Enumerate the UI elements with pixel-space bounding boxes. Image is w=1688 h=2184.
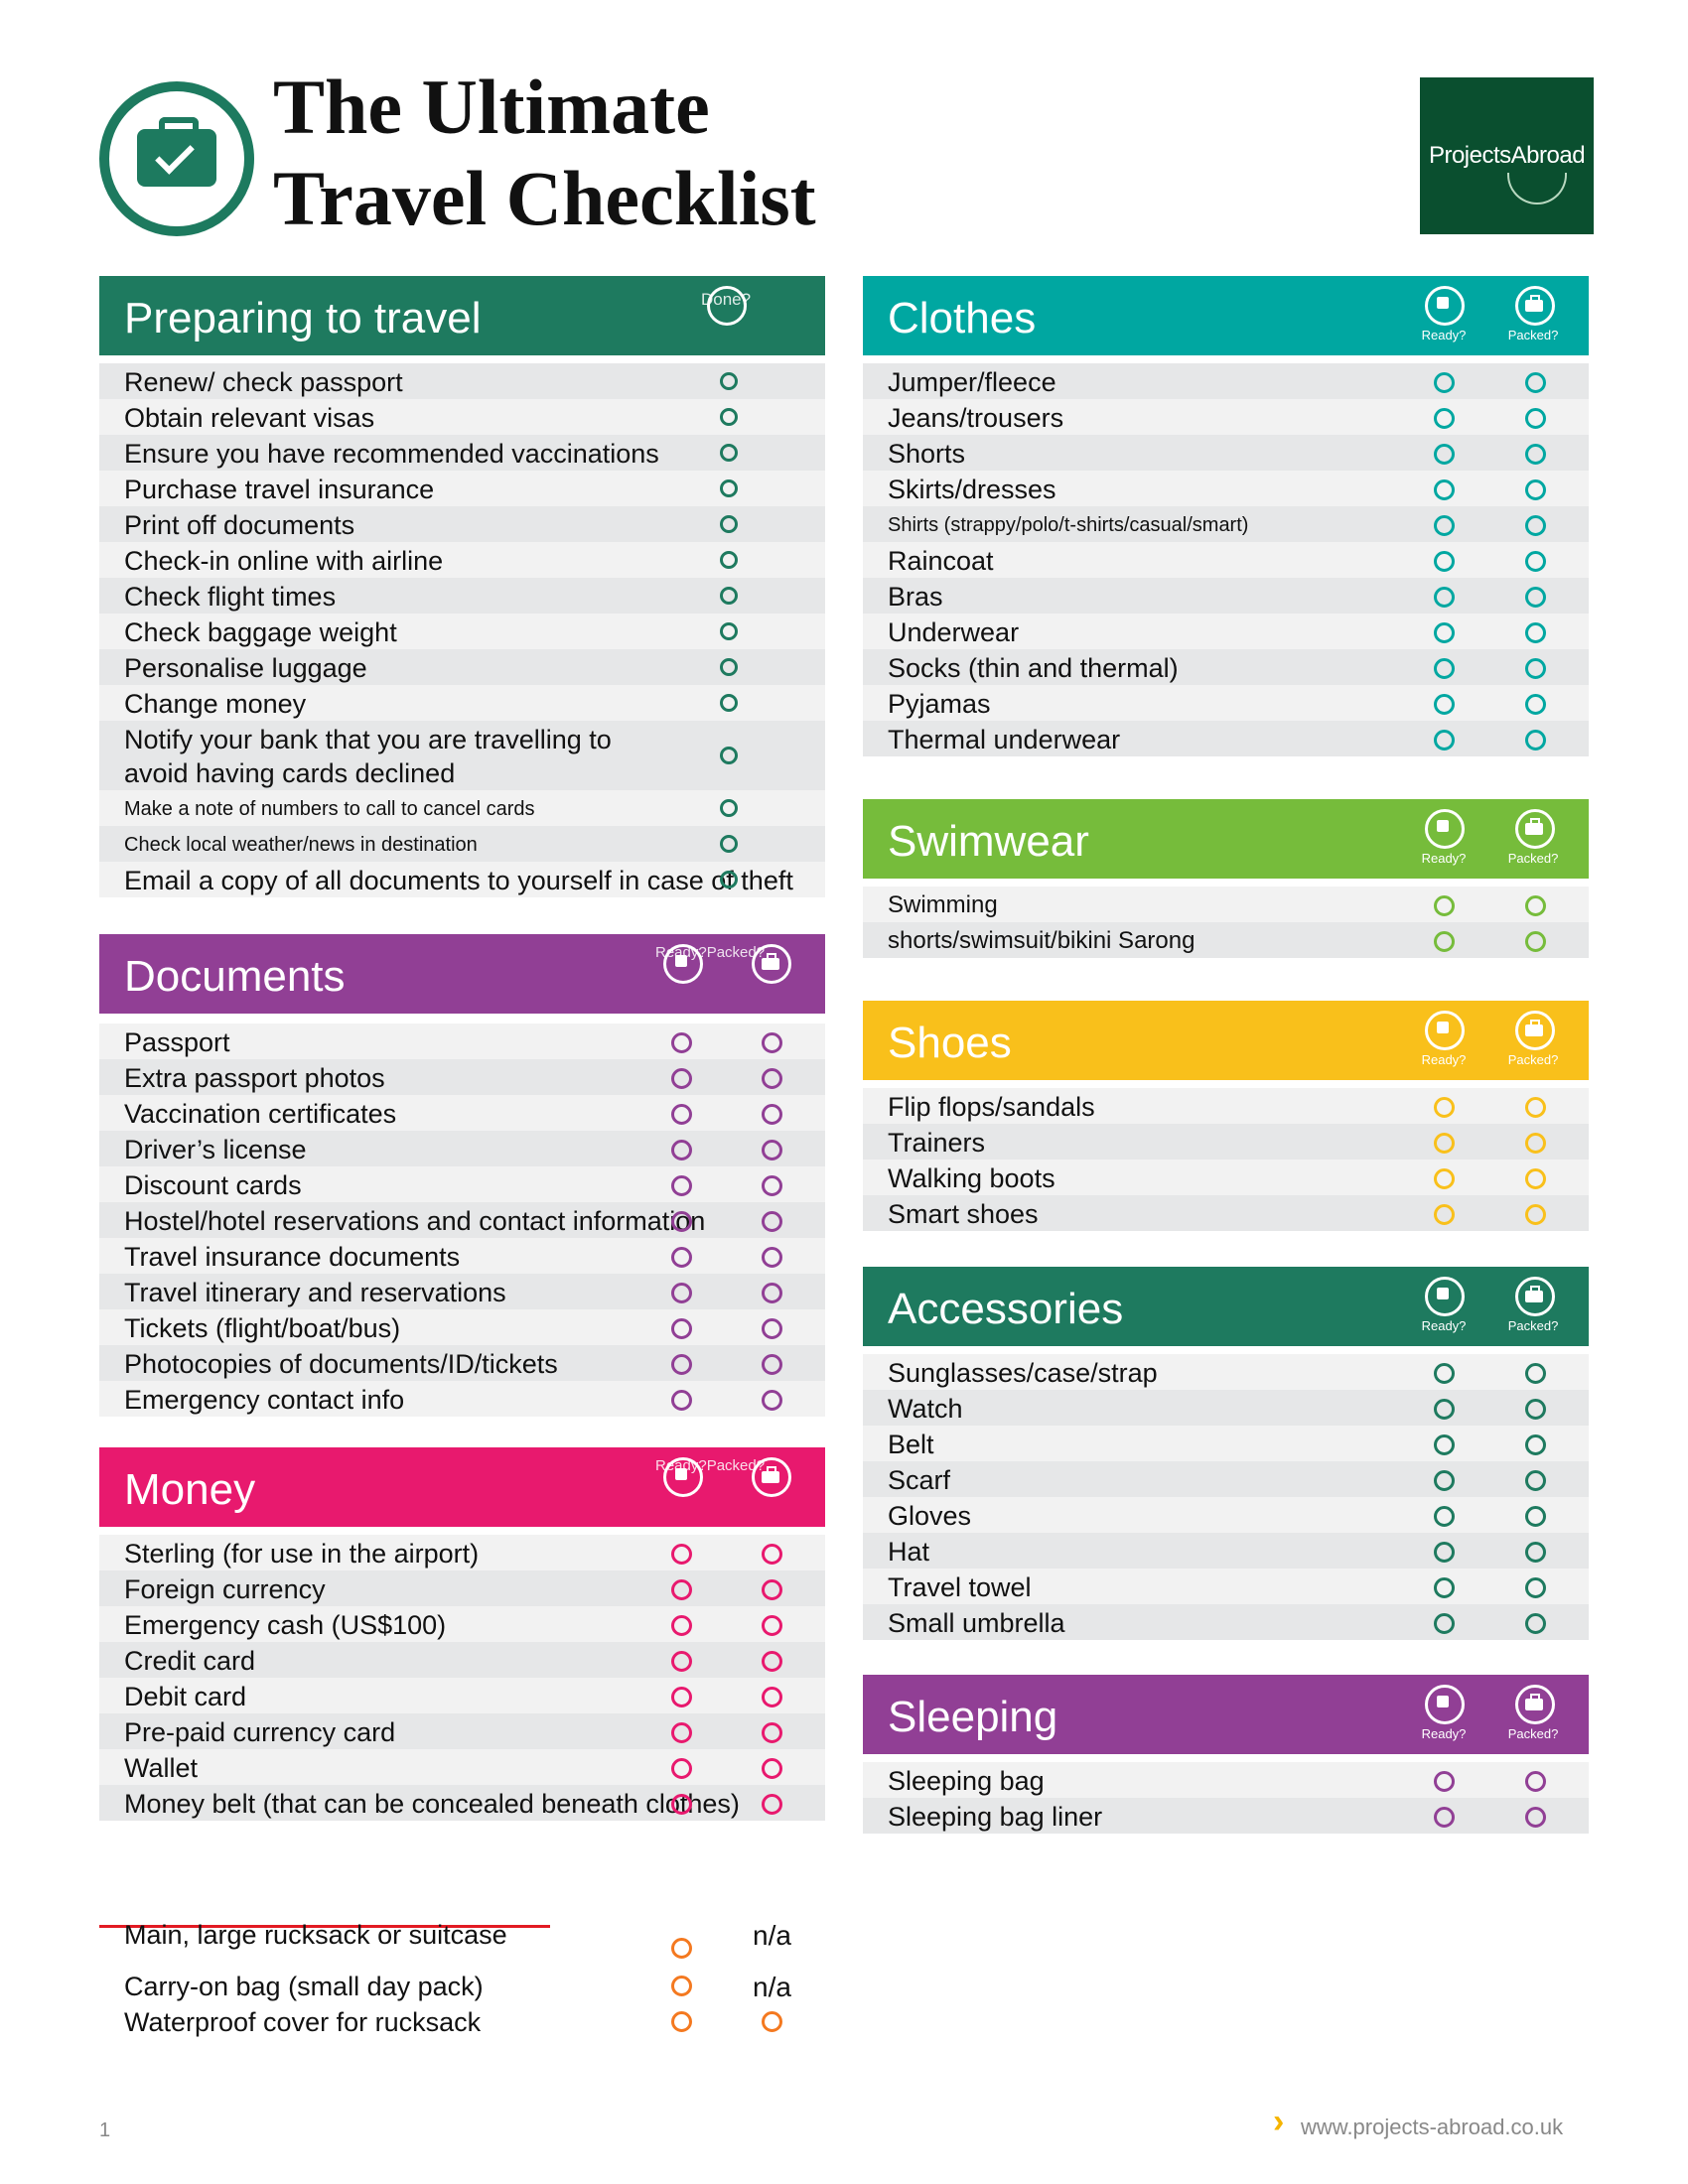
ready-checkbox[interactable] <box>1434 372 1455 393</box>
packed-checkbox[interactable] <box>762 1175 782 1196</box>
list-item: Raincoat <box>888 546 994 576</box>
list-item: Renew/ check passport <box>124 367 403 397</box>
ready-label: Ready? <box>1421 1318 1467 1333</box>
section-title: Clothes <box>888 294 1037 342</box>
list-item: Purchase travel insurance <box>124 475 435 504</box>
list-item: Check flight times <box>124 582 337 612</box>
suitcase-icon <box>1515 1685 1555 1724</box>
section-documents <box>99 934 825 1417</box>
ready-label: Ready? <box>1421 328 1467 342</box>
list-item: Belt <box>888 1430 934 1459</box>
list-item: Travel itinerary and reservations <box>124 1278 506 1307</box>
list-item: Credit card <box>124 1646 256 1676</box>
ready-checkbox[interactable] <box>1434 1771 1455 1792</box>
packed-checkbox[interactable] <box>1525 730 1546 751</box>
packed-checkbox[interactable] <box>1525 1506 1546 1527</box>
packed-checkbox[interactable] <box>1525 1434 1546 1455</box>
packed-checkbox[interactable] <box>1525 1613 1546 1634</box>
list-item: Shirts (strappy/polo/t-shirts/casual/smart) <box>888 514 1249 536</box>
ready-checkbox[interactable] <box>1434 1470 1455 1491</box>
list-item: Sunglasses/case/strap <box>888 1358 1158 1388</box>
chevron-right-icon: › <box>1273 2103 1285 2140</box>
done-checkbox[interactable] <box>720 835 738 853</box>
ready-checkbox[interactable] <box>671 1758 692 1779</box>
ready-checkbox[interactable] <box>1434 658 1455 679</box>
list-item: Print off documents <box>124 510 355 540</box>
list-item: Hat <box>888 1537 930 1567</box>
packed-checkbox[interactable] <box>1525 1133 1546 1154</box>
packed-checkbox[interactable] <box>1525 1771 1546 1792</box>
ready-checkbox[interactable] <box>1434 1506 1455 1527</box>
done-checkbox[interactable] <box>720 694 738 712</box>
done-checkbox[interactable] <box>720 551 738 569</box>
list-item: Extra passport photos <box>124 1063 385 1093</box>
packed-checkbox[interactable] <box>762 1318 782 1339</box>
suitcase-icon <box>1515 1277 1555 1316</box>
ready-checkbox[interactable] <box>1434 1133 1455 1154</box>
ready-checkbox[interactable] <box>1434 515 1455 536</box>
ready-checkbox[interactable] <box>671 1140 692 1160</box>
packed-checkbox[interactable] <box>762 1758 782 1779</box>
list-item: Change money <box>124 689 307 719</box>
suitcase-check-icon <box>99 81 254 236</box>
packed-checkbox[interactable] <box>1525 1204 1546 1225</box>
ready-checkbox[interactable] <box>1434 444 1455 465</box>
ready-label: Ready? <box>1421 1726 1467 1741</box>
list-item: Sterling (for use in the airport) <box>124 1539 480 1569</box>
packed-checkbox[interactable] <box>1525 1542 1546 1563</box>
ready-checkbox[interactable] <box>671 1794 692 1815</box>
done-checkbox[interactable] <box>720 871 738 888</box>
ready-checkbox[interactable] <box>1434 1577 1455 1598</box>
list-item: Smart shoes <box>888 1199 1039 1229</box>
ready-checkbox[interactable] <box>671 1390 692 1411</box>
list-item: Ensure you have recommended vaccinations <box>124 439 659 469</box>
list-item: Obtain relevant visas <box>124 403 375 433</box>
done-checkbox[interactable] <box>720 372 738 390</box>
packed-checkbox[interactable] <box>762 1687 782 1707</box>
packed-checkbox[interactable] <box>762 1354 782 1375</box>
website-link[interactable]: www.projects-abroad.co.uk <box>1301 2115 1564 2139</box>
section-clothes <box>863 276 1589 756</box>
packed-checkbox[interactable] <box>1525 694 1546 715</box>
list-item: Emergency contact info <box>124 1385 405 1415</box>
list-item: Walking boots <box>888 1163 1055 1193</box>
list-item: Debit card <box>124 1682 247 1711</box>
list-item: Personalise luggage <box>124 653 367 683</box>
ready-checkbox[interactable] <box>1434 1807 1455 1828</box>
thumbs-up-icon <box>1425 286 1465 326</box>
list-item: Sleeping bag <box>888 1766 1045 1796</box>
packed-checkbox[interactable] <box>1525 479 1546 500</box>
packed-checkbox[interactable] <box>762 1794 782 1815</box>
ready-checkbox[interactable] <box>1434 1204 1455 1225</box>
ready-checkbox[interactable] <box>671 1068 692 1089</box>
ready-checkbox[interactable] <box>671 2011 692 2032</box>
packed-label: Packed? <box>1507 1052 1559 1067</box>
packed-checkbox[interactable] <box>762 1615 782 1636</box>
done-checkbox[interactable] <box>720 479 738 497</box>
ready-checkbox[interactable] <box>671 1687 692 1707</box>
list-item: Main, large rucksack or suitcase <box>124 1920 507 1950</box>
list-item: Watch <box>888 1394 963 1424</box>
section-preparing-to-travel <box>99 276 825 897</box>
packed-checkbox[interactable] <box>762 1283 782 1303</box>
list-item: Travel insurance documents <box>124 1242 461 1272</box>
packed-checkbox[interactable] <box>762 1032 782 1053</box>
packed-checkbox[interactable] <box>762 1211 782 1232</box>
list-item: Check baggage weight <box>124 617 397 647</box>
list-item: Driver’s license <box>124 1135 307 1164</box>
ready-checkbox[interactable] <box>671 1283 692 1303</box>
list-item: Thermal underwear <box>888 725 1121 754</box>
done-label: Done? <box>701 290 752 309</box>
list-item: Passport <box>124 1027 230 1057</box>
ready-checkbox[interactable] <box>1434 694 1455 715</box>
list-item: Pre-paid currency card <box>124 1717 396 1747</box>
list-item: Emergency cash (US$100) <box>124 1610 447 1640</box>
packed-checkbox[interactable] <box>1525 1097 1546 1118</box>
list-item: Carry-on bag (small day pack) <box>124 1972 484 2001</box>
section-title: Sleeping <box>888 1693 1058 1741</box>
list-item: Bras <box>888 582 943 612</box>
thumbs-up-icon <box>1425 1685 1465 1724</box>
section-bags <box>99 1920 825 2039</box>
packed-checkbox[interactable] <box>762 1722 782 1743</box>
ready-checkbox[interactable] <box>1434 931 1455 952</box>
list-item: Sleeping bag liner <box>888 1802 1103 1832</box>
list-item: Gloves <box>888 1501 972 1531</box>
list-item: Trainers <box>888 1128 986 1158</box>
ready-checkbox[interactable] <box>1434 1168 1455 1189</box>
section-title: Accessories <box>888 1285 1124 1333</box>
packed-checkbox[interactable] <box>1525 1168 1546 1189</box>
ready-checkbox[interactable] <box>671 1032 692 1053</box>
suitcase-icon <box>1515 809 1555 849</box>
packed-checkbox[interactable] <box>1525 1363 1546 1384</box>
done-checkbox[interactable] <box>720 799 738 817</box>
thumbs-up-icon <box>1425 1277 1465 1316</box>
packed-label: Packed? <box>1507 1318 1559 1333</box>
list-item: avoid having cards declined <box>124 758 456 788</box>
list-item: Underwear <box>888 617 1020 647</box>
packed-checkbox[interactable] <box>1525 515 1546 536</box>
packed-checkbox[interactable] <box>762 2011 782 2032</box>
ready-checkbox[interactable] <box>671 1938 692 1959</box>
ready-checkbox[interactable] <box>1434 1434 1455 1455</box>
ready-checkbox[interactable] <box>1434 895 1455 916</box>
ready-checkbox[interactable] <box>1434 730 1455 751</box>
done-checkbox[interactable] <box>720 587 738 605</box>
list-item: Wallet <box>124 1753 199 1783</box>
packed-checkbox[interactable] <box>1525 587 1546 608</box>
packed-checkbox[interactable] <box>1525 1577 1546 1598</box>
list-item: Email a copy of all documents to yourself in case of theft <box>124 866 793 895</box>
section-accessories <box>863 1267 1589 1640</box>
done-checkbox[interactable] <box>720 444 738 462</box>
list-item: shorts/swimsuit/bikini Sarong <box>888 927 1196 954</box>
list-item: Socks (thin and thermal) <box>888 653 1179 683</box>
thumbs-up-icon <box>1425 809 1465 849</box>
ready-checkbox[interactable] <box>671 1104 692 1125</box>
list-item: Swimming <box>888 891 998 918</box>
ready-checkbox[interactable] <box>671 1615 692 1636</box>
ready-checkbox[interactable] <box>1434 479 1455 500</box>
section-title: Preparing to travel <box>124 294 482 342</box>
section-swimwear <box>863 799 1589 958</box>
ready-checkbox[interactable] <box>671 1579 692 1600</box>
packed-checkbox[interactable] <box>1525 551 1546 572</box>
list-item: Hostel/hotel reservations and contact information <box>124 1206 706 1236</box>
ready-checkbox[interactable] <box>1434 408 1455 429</box>
packed-checkbox[interactable] <box>1525 1399 1546 1420</box>
list-item: Small umbrella <box>888 1608 1065 1638</box>
packed-checkbox[interactable] <box>1525 622 1546 643</box>
list-item: Make a note of numbers to call to cancel cards <box>124 798 535 820</box>
packed-checkbox[interactable] <box>762 1247 782 1268</box>
packed-checkbox[interactable] <box>762 1579 782 1600</box>
ready-checkbox[interactable] <box>1434 551 1455 572</box>
ready-checkbox[interactable] <box>1434 1542 1455 1563</box>
section-money <box>99 1447 825 1821</box>
ready-checkbox[interactable] <box>671 1211 692 1232</box>
ready-checkbox[interactable] <box>671 1722 692 1743</box>
ready-checkbox[interactable] <box>671 1976 692 1996</box>
packed-label: Packed? <box>1507 851 1559 866</box>
ready-label: Ready? <box>1421 851 1467 866</box>
suitcase-icon <box>1515 1011 1555 1050</box>
suitcase-icon <box>1515 286 1555 326</box>
list-item: Discount cards <box>124 1170 302 1200</box>
list-item: Check-in online with airline <box>124 546 444 576</box>
ready-checkbox[interactable] <box>1434 587 1455 608</box>
ready-checkbox[interactable] <box>1434 1097 1455 1118</box>
list-item: Jeans/trousers <box>888 403 1064 433</box>
section-sleeping <box>863 1675 1589 1834</box>
page-title: The Ultimate Travel Checklist <box>273 64 816 241</box>
packed-checkbox[interactable] <box>1525 1470 1546 1491</box>
list-item: Waterproof cover for rucksack <box>124 2007 482 2037</box>
section-title: Documents <box>124 952 346 1001</box>
done-checkbox[interactable] <box>720 747 738 764</box>
section-title: Shoes <box>888 1019 1012 1067</box>
ready-checkbox[interactable] <box>1434 1613 1455 1634</box>
packed-checkbox[interactable] <box>762 1068 782 1089</box>
list-item: Check local weather/news in destination <box>124 834 478 856</box>
packed-checkbox[interactable] <box>1525 931 1546 952</box>
ready-checkbox[interactable] <box>1434 622 1455 643</box>
ready-packed-label: Ready?Packed? <box>655 944 766 961</box>
list-item: Notify your bank that you are travelling to <box>124 725 612 754</box>
packed-checkbox[interactable] <box>1525 372 1546 393</box>
packed-label: Packed? <box>1507 1726 1559 1741</box>
ready-label: Ready? <box>1421 1052 1467 1067</box>
list-item: Shorts <box>888 439 966 469</box>
ready-checkbox[interactable] <box>671 1318 692 1339</box>
list-item: Travel towel <box>888 1572 1032 1602</box>
ready-checkbox[interactable] <box>671 1544 692 1565</box>
packed-checkbox[interactable] <box>762 1390 782 1411</box>
packed-checkbox[interactable] <box>762 1651 782 1672</box>
packed-checkbox[interactable] <box>762 1544 782 1565</box>
packed-checkbox[interactable] <box>1525 408 1546 429</box>
packed-checkbox[interactable] <box>762 1104 782 1125</box>
list-item: Jumper/fleece <box>888 367 1056 397</box>
list-item: Photocopies of documents/ID/tickets <box>124 1349 558 1379</box>
list-item: Pyjamas <box>888 689 991 719</box>
packed-na: n/a <box>753 1972 791 2002</box>
done-checkbox[interactable] <box>720 408 738 426</box>
packed-checkbox[interactable] <box>1525 895 1546 916</box>
section-shoes <box>863 1001 1589 1231</box>
list-item: Vaccination certificates <box>124 1099 397 1129</box>
ready-checkbox[interactable] <box>1434 1363 1455 1384</box>
ready-checkbox[interactable] <box>671 1354 692 1375</box>
packed-checkbox[interactable] <box>1525 444 1546 465</box>
list-item: Skirts/dresses <box>888 475 1056 504</box>
list-item: Scarf <box>888 1465 951 1495</box>
packed-na: n/a <box>753 1920 791 1951</box>
projects-abroad-logo: ProjectsAbroad <box>1420 77 1594 234</box>
packed-label: Packed? <box>1507 328 1559 342</box>
ready-checkbox[interactable] <box>671 1247 692 1268</box>
list-item: Tickets (flight/boat/bus) <box>124 1313 401 1343</box>
done-checkbox[interactable] <box>720 515 738 533</box>
packed-checkbox[interactable] <box>1525 1807 1546 1828</box>
packed-checkbox[interactable] <box>762 1140 782 1160</box>
ready-packed-label: Ready?Packed? <box>655 1457 766 1474</box>
page-number: 1 <box>99 2119 111 2141</box>
list-item: Money belt (that can be concealed beneath clothes) <box>124 1789 740 1819</box>
thumbs-up-icon <box>1425 1011 1465 1050</box>
ready-checkbox[interactable] <box>671 1651 692 1672</box>
list-item: Foreign currency <box>124 1574 326 1604</box>
ready-checkbox[interactable] <box>1434 1399 1455 1420</box>
done-checkbox[interactable] <box>720 658 738 676</box>
list-item: Flip flops/sandals <box>888 1092 1095 1122</box>
section-title: Swimwear <box>888 817 1089 866</box>
done-checkbox[interactable] <box>720 622 738 640</box>
packed-checkbox[interactable] <box>1525 658 1546 679</box>
section-title: Money <box>124 1465 256 1514</box>
ready-checkbox[interactable] <box>671 1175 692 1196</box>
